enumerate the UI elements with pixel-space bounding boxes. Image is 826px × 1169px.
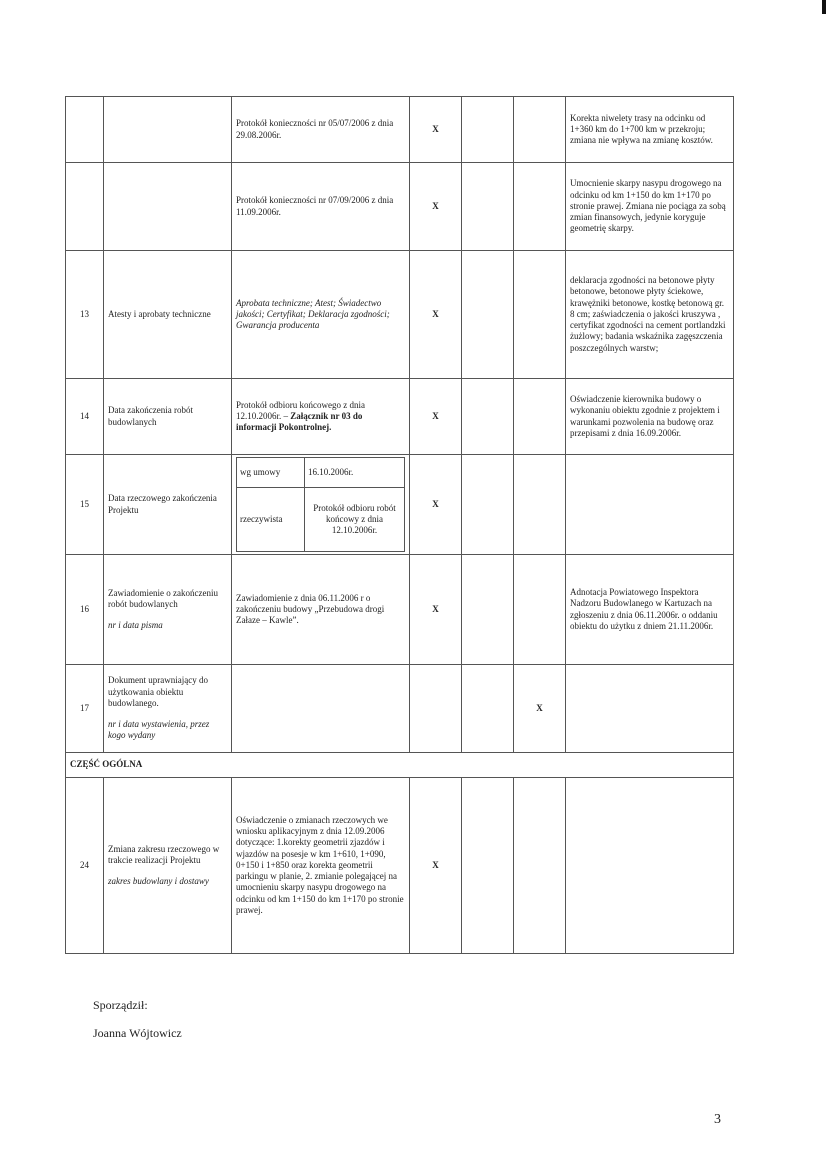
row-document: Protokół konieczności nr 05/07/2006 z dnia 29.08.2006r. <box>232 97 410 163</box>
mark-na <box>514 455 566 555</box>
mark-yes: X <box>410 97 462 163</box>
table-row <box>66 379 734 455</box>
row-number: 24 <box>66 778 104 954</box>
mark-na <box>514 778 566 954</box>
row-name <box>104 97 232 163</box>
mark-yes <box>410 665 462 753</box>
row-document: Protokół konieczności nr 07/09/2006 z dnia 11.09.2006r. <box>232 163 410 251</box>
mark-yes: X <box>410 251 462 379</box>
mark-yes: X <box>410 379 462 455</box>
row-name <box>104 555 232 665</box>
row-name: Atesty i aprobaty techniczne <box>104 251 232 379</box>
row-name-note: nr i data pisma <box>108 620 163 631</box>
row-number <box>66 97 104 163</box>
row-remarks: deklaracja zgodności na betonowe płyty betonowe, betonowe płyty ściekowe, krawężniki betonowe, kostkę betonową gr. 8 cm; zaświadczenia o jakości kruszywa , certyfikat zgodności na cement portlandzki żużlowy; badania wskaźnika zagęszczenia poszczególnych warstw; <box>566 251 734 379</box>
mark-na <box>514 379 566 455</box>
row-document: Zawiadomienie z dnia 06.11.2006 r o zakończeniu budowy „Przebudowa drogi Załaze – Kawle”. <box>232 555 410 665</box>
actual-label: rzeczywista <box>237 488 305 552</box>
row-remarks <box>566 778 734 954</box>
prepared-by-name: Joanna Wójtowicz <box>93 1026 182 1040</box>
planned-date: 16.10.2006r. <box>305 458 405 488</box>
mark-no <box>462 455 514 555</box>
mark-yes: X <box>410 455 462 555</box>
table-row <box>66 455 734 555</box>
planned-label: wg umowy <box>237 458 305 488</box>
row-document <box>232 379 410 455</box>
row-document: Oświadczenie o zmianach rzeczowych we wniosku aplikacyjnym z dnia 12.09.2006 dotyczące: 1.korekty geometrii zjazdów i wjazdów na posesje w km 1+610, 1+090, 0+150 i 1+850 oraz korekta geometrii parkingu w planie, 2. zmianie polegającej na umocnieniu skarpy nasypu drogowego na odcinku od km 1+150 do km 1+170 po stronie prawej. <box>232 778 410 954</box>
mark-no <box>462 555 514 665</box>
row-remarks <box>566 455 734 555</box>
page-number: 3 <box>714 1112 721 1127</box>
row-name: Data zakończenia robót budowlanych <box>104 379 232 455</box>
row-number: 15 <box>66 455 104 555</box>
row-number <box>66 163 104 251</box>
row-number: 16 <box>66 555 104 665</box>
row-number: 13 <box>66 251 104 379</box>
row-document: Aprobata techniczne; Atest; Świadectwo jakości; Certyfikat; Deklaracja zgodności; Gwarancja producenta <box>232 251 410 379</box>
mark-no <box>462 379 514 455</box>
table-row <box>66 665 734 753</box>
table-row <box>66 555 734 665</box>
table-row <box>66 778 734 954</box>
completion-date-cell <box>232 455 410 555</box>
mark-na <box>514 97 566 163</box>
row-remarks: Korekta niwelety trasy na odcinku od 1+360 km do 1+700 km w przekroju; zmiana nie wpływa na zmianę kosztów. <box>566 97 734 163</box>
mark-na <box>514 251 566 379</box>
document-text: Protokół odbioru końcowego z dnia 12.10.2006r. – <box>236 399 365 421</box>
row-remarks: Adnotacja Powiatowego Inspektora Nadzoru Budowlanego w Kartuzach na zgłoszeniu z dnia 06.11.2006r. o oddaniu obiektu do użytku z dniem 21.11.2006r. <box>566 555 734 665</box>
row-name-text: Zawiadomienie o zakończeniu robót budowlanych <box>108 587 218 609</box>
row-number: 14 <box>66 379 104 455</box>
mark-yes: X <box>410 163 462 251</box>
mark-no <box>462 163 514 251</box>
actual-date: Protokół odbioru robót końcowy z dnia 12.10.2006r. <box>305 488 405 552</box>
scan-edge-mark <box>822 0 826 14</box>
mark-no <box>462 778 514 954</box>
mark-na <box>514 163 566 251</box>
mark-na <box>514 555 566 665</box>
row-number: 17 <box>66 665 104 753</box>
table-row <box>66 163 734 251</box>
table-row <box>66 97 734 163</box>
inspection-table <box>65 96 734 954</box>
row-remarks: Oświadczenie kierownika budowy o wykonaniu obiektu zgodnie z projektem i warunkami pozwolenia na budowę oraz przepisami z dnia 16.09.2006r. <box>566 379 734 455</box>
row-name <box>104 778 232 954</box>
mark-no <box>462 665 514 753</box>
completion-date-subtable <box>236 457 405 552</box>
row-name <box>104 665 232 753</box>
section-row <box>66 753 734 778</box>
section-heading: CZĘŚĆ OGÓLNA <box>66 753 734 778</box>
row-name <box>104 163 232 251</box>
row-remarks: Umocnienie skarpy nasypu drogowego na odcinku od km 1+150 do km 1+170 po stronie prawej. Zmiana nie pociąga za sobą zmian finansowych, jedynie koryguje geometrię skarpy. <box>566 163 734 251</box>
row-name-text: Zmiana zakresu rzeczowego w trakcie realizacji Projektu <box>108 843 220 865</box>
mark-na: X <box>514 665 566 753</box>
mark-yes: X <box>410 778 462 954</box>
row-remarks <box>566 665 734 753</box>
table-row <box>66 251 734 379</box>
attachment-reference: Załącznik nr 03 do informacji Pokontrolnej. <box>236 410 363 433</box>
row-name-text: Dokument uprawniający do użytkowania obiektu budowlanego. <box>108 675 208 708</box>
row-document <box>232 665 410 753</box>
row-name-note: zakres budowlany i dostawy <box>108 876 209 887</box>
row-name-note: nr i data wystawienia, przez kogo wydany <box>108 719 210 741</box>
prepared-label: Sporządził: <box>93 998 148 1012</box>
row-name: Data rzeczowego zakończenia Projektu <box>104 455 232 555</box>
mark-yes: X <box>410 555 462 665</box>
mark-no <box>462 97 514 163</box>
mark-no <box>462 251 514 379</box>
